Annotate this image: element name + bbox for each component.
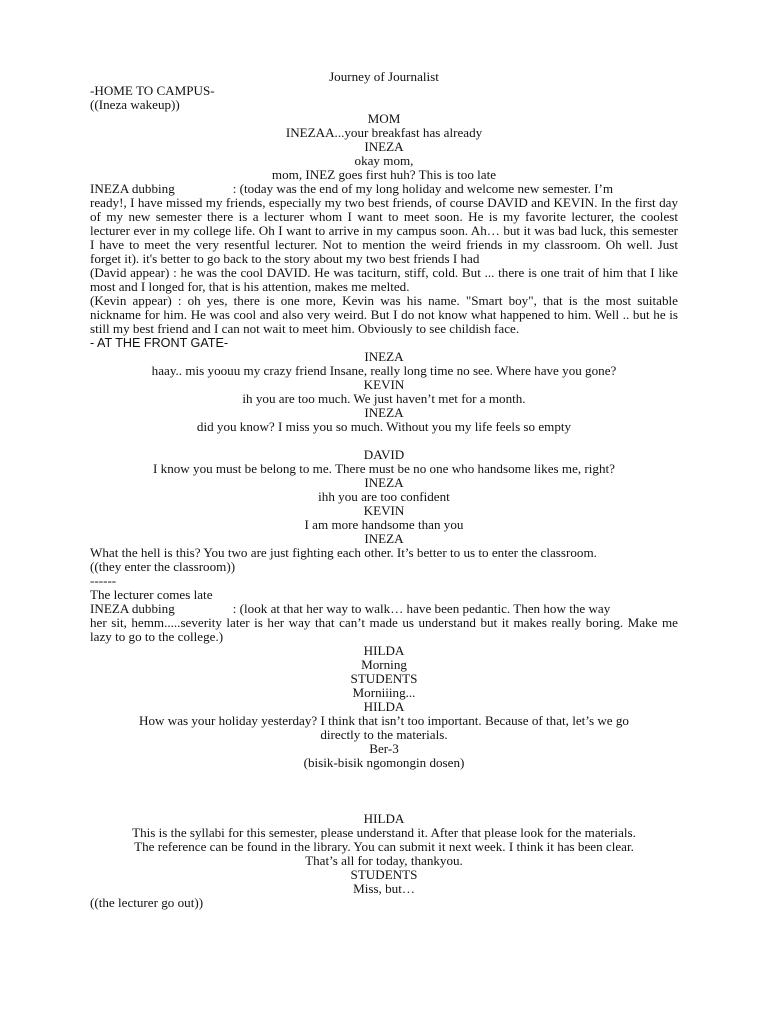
document-title: Journey of Journalist [329,69,439,84]
dubbing-paragraph: her sit, hemm.....severity later is her way that can’t made us understand but it makes really boring. Make me lazy to go to the college.) [90,615,678,644]
dialogue-hilda: How was your holiday yesterday? I think that isn’t too important. Because of that, let’s we go [139,713,629,728]
dubbing-label: INEZA dubbing [90,181,175,196]
stage-direction-enter: ((they enter the classroom)) [90,559,236,574]
dialogue-ineza: okay mom, [354,153,414,168]
stage-direction-ber3: Ber-3 [369,741,399,756]
dialogue-hilda: That’s all for today, thankyou. [305,853,463,868]
dubbing-paragraph: ready!, I have missed my friends, especially my two best friends, of course DAVID and KEVIN. In the first day of my new semester there is a lecturer whom I want to meet soon. He is my favorite lecturer, the coolest lecturer ever in my college life. Oh I want to arrive in my campus soon. Ah… but it was bad luck, this semester I have to meet the very resentful lecturer. Not to mention the weird friends in my classroom. Oh well. Just forget it). it's better to go back to the story about my two best friends I had [90,195,678,266]
dialogue-ineza: mom, INEZ goes first huh? This is too late [271,167,497,182]
dialogue-hilda: Morning [361,657,407,672]
dubbing-label: INEZA dubbing [90,601,175,616]
dialogue-ineza: did you know? I miss you so much. Without you my life feels so empty [196,419,572,434]
speaker-david: DAVID [363,447,405,462]
dialogue-ineza: haay.. mis yoouu my crazy friend Insane, really long time no see. Where have you gone? [151,363,617,378]
dubbing-line [90,182,678,196]
dubbing-text: : (today was the end of my long holiday and welcome new semester. I’m [232,181,614,196]
stage-direction-lecturer-late: The lecturer comes late [90,587,213,602]
speaker-mom: MOM [367,111,401,126]
speaker-hilda: HILDA [363,643,405,658]
speaker-students: STUDENTS [350,671,418,686]
dubbing-text: : (look at that her way to walk… have been pedantic. Then how the way [232,601,611,616]
dialogue-kevin: I am more handsome than you [304,517,464,532]
stage-direction-bisik: (bisik-bisik ngomongin dosen) [303,755,465,770]
scene-heading-home: -HOME TO CAMPUS- [90,83,215,98]
speaker-ineza: INEZA [364,139,404,154]
kevin-appear-paragraph: (Kevin appear) : oh yes, there is one more, Kevin was his name. "Smart boy", that is the most suitable nickname for him. He was cool and also very weird. But I do not know what happened to him. Well .. but he is still my best friend and I can not wait to meet him. Obviously to see childish face. [90,293,678,336]
dialogue-ineza: What the hell is this? You two are just fighting each other. It’s better to us to enter the classroom. [90,545,597,560]
speaker-ineza: INEZA [364,531,404,546]
speaker-ineza: INEZA [364,349,404,364]
stage-direction-lecturer-out: ((the lecturer go out)) [90,895,204,910]
speaker-students: STUDENTS [350,867,418,882]
dialogue-david: I know you must be belong to me. There must be no one who handsome likes me, right? [153,461,615,476]
speaker-hilda: HILDA [363,811,405,826]
stage-direction-wakeup: ((Ineza wakeup)) [90,97,180,112]
speaker-kevin: KEVIN [363,503,405,518]
dialogue-ineza: ihh you are too confident [318,489,450,504]
dialogue-hilda: directly to the materials. [320,727,448,742]
dialogue-mom: INEZAA...your breakfast has already [285,125,483,140]
dialogue-students: Miss, but… [353,881,415,896]
david-appear-paragraph: (David appear) : he was the cool DAVID. He was taciturn, stiff, cold. But ... there is one trait of him that I like most and I longed for, that is his attention, makes me melted. [90,265,678,294]
dubbing-line [90,602,678,616]
dialogue-kevin: ih you are too much. We just haven’t met for a month. [242,391,526,406]
speaker-ineza: INEZA [364,405,404,420]
dialogue-students: Morniiing... [352,685,416,700]
scene-heading-front-gate: - AT THE FRONT GATE- [90,336,229,350]
divider: ------ [90,573,117,588]
speaker-kevin: KEVIN [363,377,405,392]
dialogue-hilda: The reference can be found in the library. You can submit it next week. I think it has been clear. [134,839,634,854]
dialogue-hilda: This is the syllabi for this semester, please understand it. After that please look for the materials. [132,825,636,840]
speaker-hilda: HILDA [363,699,405,714]
speaker-ineza: INEZA [364,475,404,490]
